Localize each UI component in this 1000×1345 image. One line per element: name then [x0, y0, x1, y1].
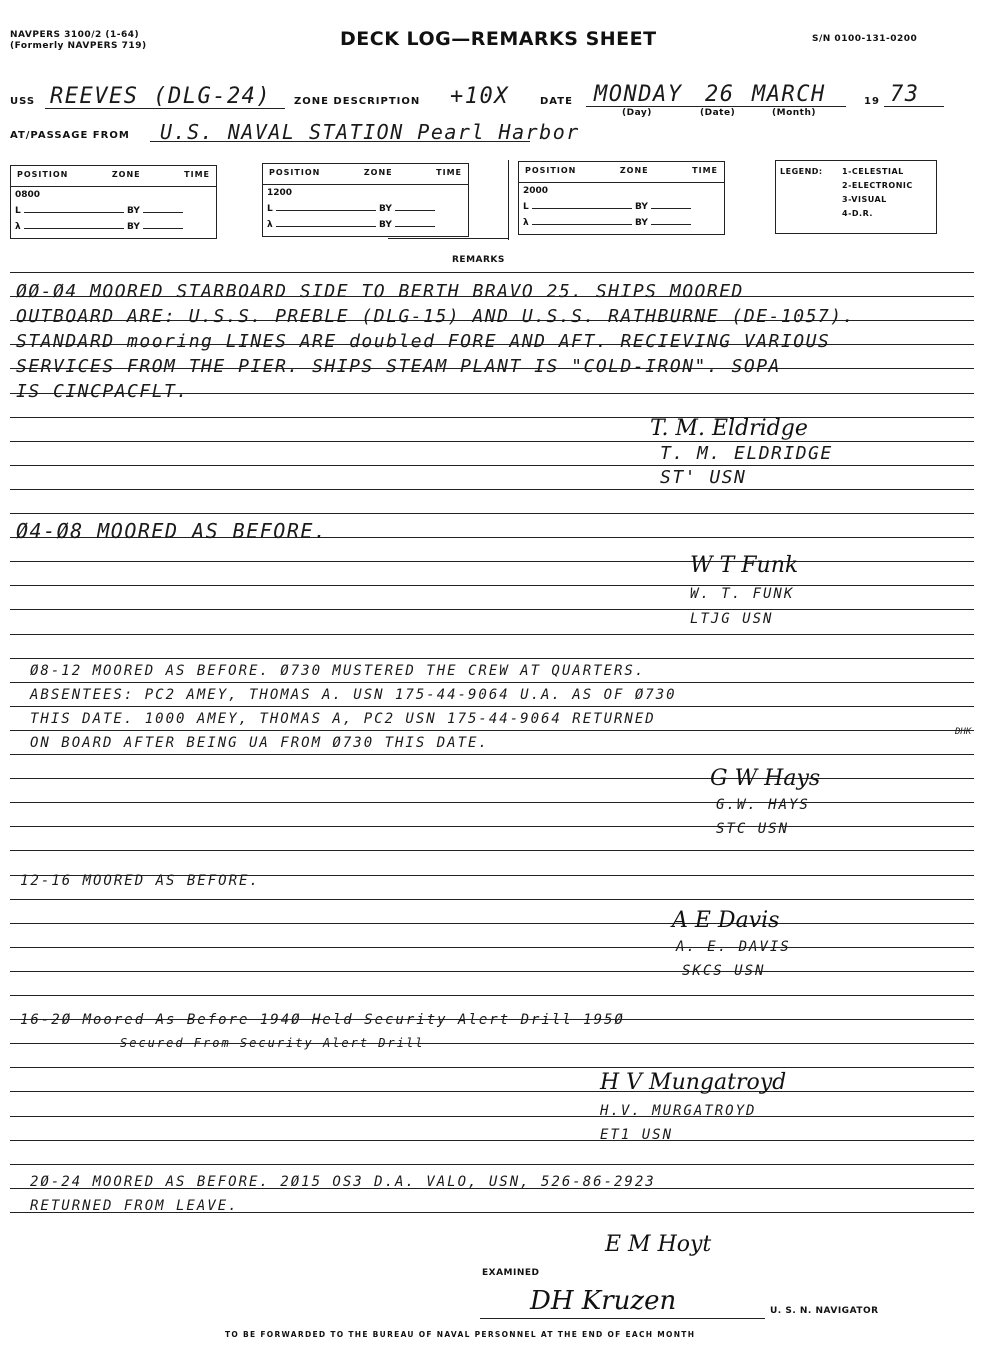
ship-name: REEVES (DLG-24) — [50, 84, 272, 109]
month-caption: (Month) — [772, 108, 816, 118]
zone-label: ZONE DESCRIPTION — [294, 96, 421, 107]
entry-line: Secured From Security Alert Drill — [120, 1036, 425, 1050]
ship-name-underline — [45, 108, 285, 109]
ruled-line — [10, 513, 974, 514]
legend-item: 3-VISUAL — [842, 195, 887, 204]
date-underline — [586, 106, 846, 107]
signer-name: W. T. FUNK — [690, 586, 795, 602]
position-box-0800: POSITION ZONE TIME 0800 L BY λ BY — [10, 165, 217, 239]
signature-hoyt: E M Hoyt — [605, 1232, 712, 1257]
entry-line: 12-16 MOORED AS BEFORE. — [20, 873, 260, 889]
signer-name: H.V. MURGATROYD — [600, 1103, 757, 1119]
signature-murgatroyd: H V Mungatroyd — [600, 1070, 787, 1095]
stock-number: S/N 0100-131-0200 — [812, 34, 918, 44]
entry-line: RETURNED FROM LEAVE. — [30, 1198, 239, 1214]
examined-label: EXAMINED — [482, 1268, 540, 1278]
ruled-line — [10, 923, 974, 924]
ruled-line — [10, 417, 974, 418]
navigator-signature: DH Kruzen — [530, 1286, 677, 1316]
ruled-line — [10, 850, 974, 851]
ruled-line — [10, 489, 974, 490]
ruled-line — [10, 995, 974, 996]
signer-rate: STC USN — [716, 821, 790, 837]
ruled-line — [10, 899, 974, 900]
form-formerly: (Formerly NAVPERS 719) — [10, 41, 147, 51]
entry-line: SERVICES FROM THE PIER. SHIPS STEAM PLANT IS "COLD-IRON". SOPA — [16, 356, 781, 377]
ruled-line — [10, 706, 974, 707]
year-prefix: 19 — [864, 96, 880, 107]
at-passage-underline — [150, 141, 530, 142]
date-month: MARCH — [752, 82, 826, 107]
ruled-line — [10, 441, 974, 442]
entry-line: ØØ-Ø4 MOORED STARBOARD SIDE TO BERTH BRAVO 25. SHIPS MOORED — [16, 281, 744, 302]
ruled-line — [10, 730, 974, 731]
navigator-label: U. S. N. NAVIGATOR — [770, 1306, 879, 1316]
ruled-line — [10, 585, 974, 586]
day-caption: (Day) — [622, 108, 652, 118]
position-box-1200: POSITION ZONE TIME 1200 L BY λ BY — [262, 163, 469, 237]
ruled-line — [10, 272, 974, 273]
signer-name: A. E. DAVIS — [676, 939, 791, 955]
entry-line: ON BOARD AFTER BEING UA FROM Ø730 THIS DATE. — [30, 735, 489, 751]
date-caption: (Date) — [700, 108, 736, 118]
form-id: NAVPERS 3100/2 (1-64) — [10, 30, 140, 40]
legend-label: LEGEND: — [780, 167, 823, 176]
ruled-line — [10, 682, 974, 683]
ruled-line — [10, 658, 974, 659]
date-day: MONDAY — [594, 82, 683, 107]
ruled-line — [10, 1091, 974, 1092]
entry-line: OUTBOARD ARE: U.S.S. PREBLE (DLG-15) AND U.S.S. RATHBURNE (DE-1057). — [16, 306, 855, 327]
position-box-2000: POSITION ZONE TIME 2000 L BY λ BY — [518, 161, 725, 235]
uss-label: USS — [10, 96, 36, 107]
signer-rate: SKCS USN — [682, 963, 766, 979]
year-value: 73 — [890, 82, 920, 107]
zone-value: +10X — [450, 84, 509, 109]
margin-initials: DHK — [955, 727, 972, 737]
signature-hays: G W Hays — [710, 766, 821, 791]
at-passage-label: AT/PASSAGE FROM — [10, 130, 130, 141]
date-date: 26 — [705, 82, 735, 107]
entry-line: Ø8-12 MOORED AS BEFORE. Ø730 MUSTERED THE CREW AT QUARTERS. — [30, 663, 646, 679]
signer-name: T. M. ELDRIDGE — [660, 443, 833, 464]
entry-line: STANDARD mooring LINES ARE doubled FORE AND AFT. RECIEVING VARIOUS — [16, 331, 831, 352]
remarks-label: REMARKS — [452, 255, 505, 265]
ruled-line — [10, 609, 974, 610]
ruled-line — [10, 1164, 974, 1165]
page-title: DECK LOG—REMARKS SHEET — [340, 28, 657, 50]
ruled-line — [10, 778, 974, 779]
ruled-line — [10, 1067, 974, 1068]
ruled-line — [10, 826, 974, 827]
date-label: DATE — [540, 96, 573, 107]
ruled-line — [10, 971, 974, 972]
entry-line: 2Ø-24 MOORED AS BEFORE. 2Ø15 OS3 D.A. VALO, USN, 526-86-2923 — [30, 1174, 656, 1190]
signature-eldridge: T. M. Eldridge — [650, 416, 808, 441]
signer-name: G.W. HAYS — [716, 797, 810, 813]
ruled-line — [10, 802, 974, 803]
navigator-signature-line — [480, 1318, 765, 1319]
ruled-line — [10, 634, 974, 635]
legend-item: 4-D.R. — [842, 209, 873, 218]
year-underline — [884, 106, 944, 107]
signature-funk: W T Funk — [690, 553, 799, 578]
legend-item: 1-CELESTIAL — [842, 167, 904, 176]
entry-line: 16-2Ø Moored As Before 194Ø Held Security Alert Drill 195Ø — [20, 1012, 625, 1028]
legend-box — [775, 160, 937, 234]
ruled-line — [10, 947, 974, 948]
entry-line: THIS DATE. 1000 AMEY, THOMAS A, PC2 USN 175-44-9064 RETURNED — [30, 711, 656, 727]
at-passage-value: U.S. NAVAL STATION Pearl Harbor — [160, 120, 580, 144]
signer-rate: ET1 USN — [600, 1127, 674, 1143]
signer-rate: ST' USN — [660, 467, 747, 488]
entry-line: Ø4-Ø8 MOORED AS BEFORE. — [16, 519, 328, 543]
footer-note: TO BE FORWARDED TO THE BUREAU OF NAVAL PERSONNEL AT THE END OF EACH MONTH — [225, 1330, 696, 1339]
ruled-line — [10, 1140, 974, 1141]
ruled-line — [10, 465, 974, 466]
ruled-line — [10, 561, 974, 562]
ruled-line — [10, 1116, 974, 1117]
signature-davis: A E Davis — [672, 908, 780, 933]
signer-rate: LTJG USN — [690, 611, 774, 627]
entry-line: IS CINCPACFLT. — [16, 381, 189, 402]
legend-item: 2-ELECTRONIC — [842, 181, 913, 190]
entry-line: ABSENTEES: PC2 AMEY, THOMAS A. USN 175-44-9064 U.A. AS OF Ø730 — [30, 687, 677, 703]
ruled-line — [10, 754, 974, 755]
